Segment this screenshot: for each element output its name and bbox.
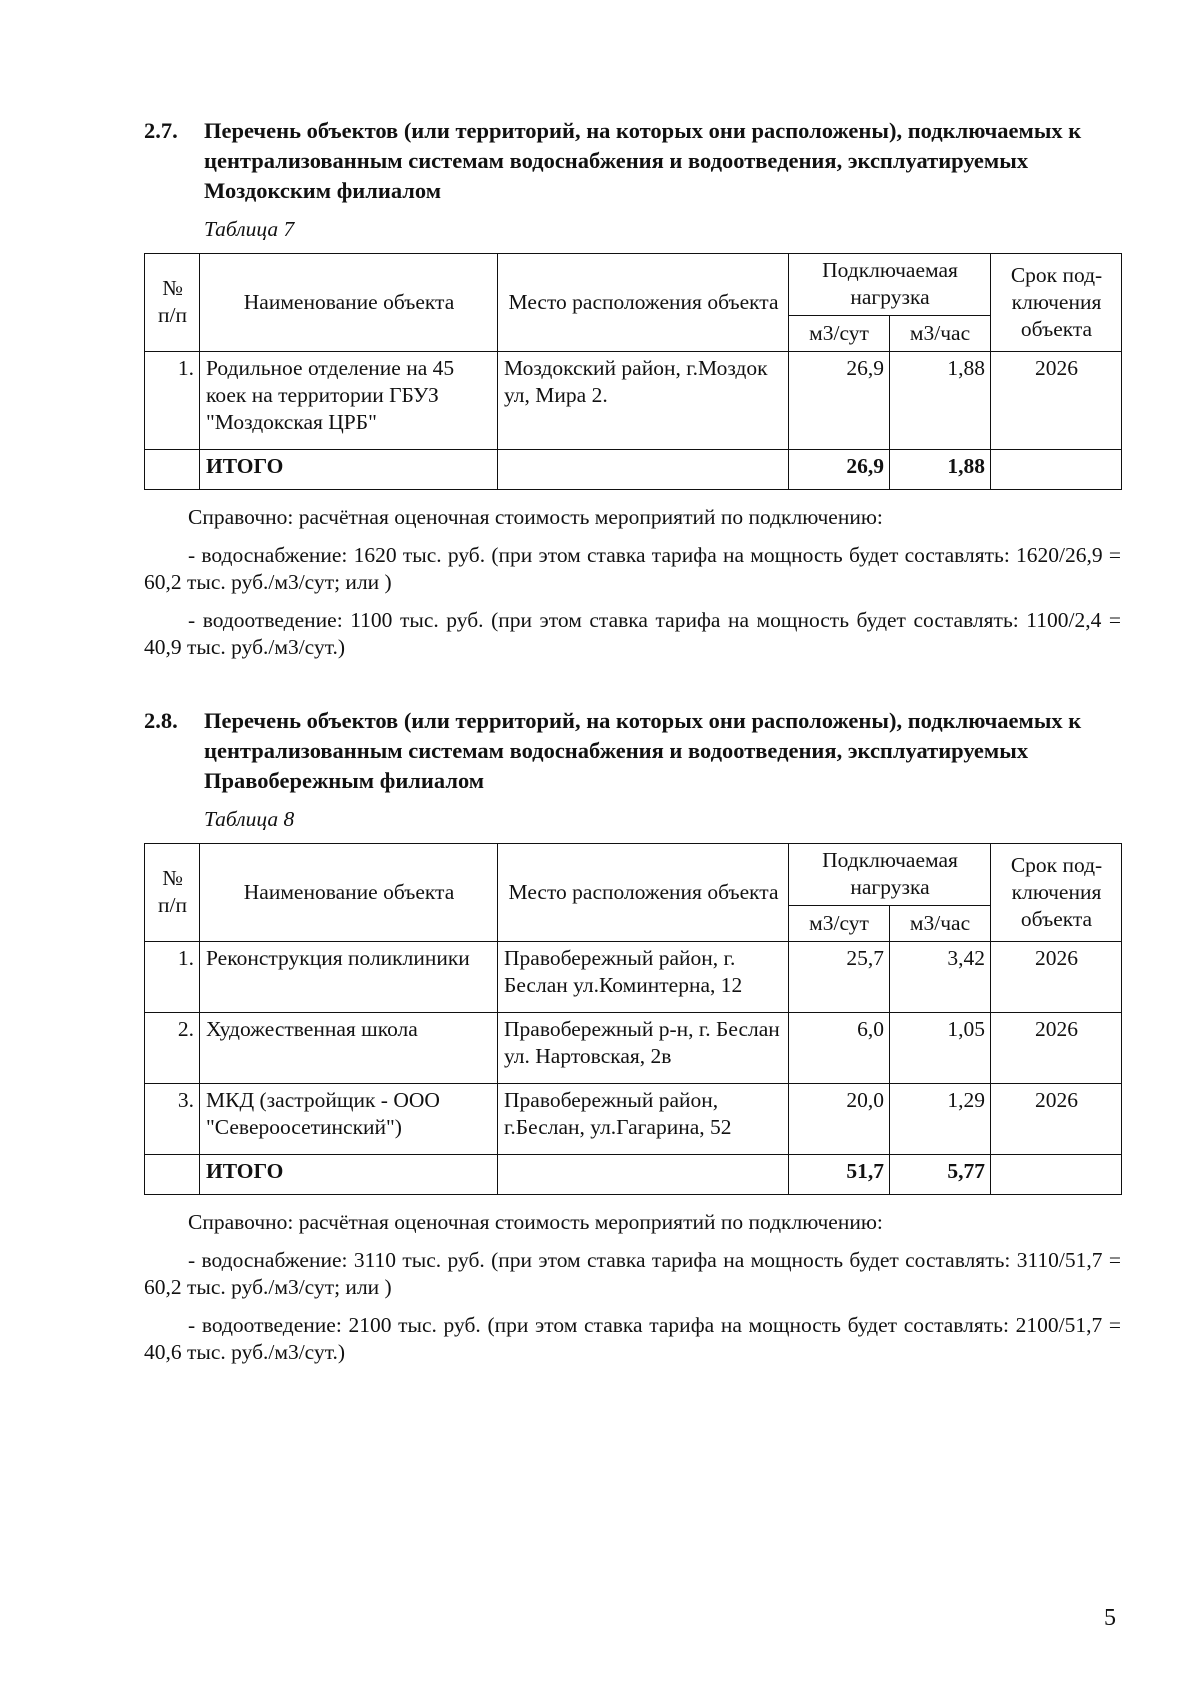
- note-intro: Справочно: расчётная оценочная стоимость мероприятий по подключению:: [188, 1210, 883, 1234]
- section-heading: [144, 706, 1121, 796]
- header-unit-hour: м3/час: [890, 906, 991, 942]
- header-unit-day: м3/сут: [789, 316, 890, 352]
- row-m3-hour: 1,29: [890, 1084, 991, 1155]
- total-m3-hour: 1,88: [890, 450, 991, 490]
- note-water: - водоснабжение: 3110 тыс. руб. (при этом ставка тарифа на мощность будет составлять: 3110/51,7 = 60,2 тыс. руб./м3/сут; или ): [144, 1248, 1121, 1299]
- header-name: Наименование объекта: [200, 844, 498, 942]
- note-sewer: - водоотведение: 2100 тыс. руб. (при этом ставка тарифа на мощность будет составлять: 2100/51,7 = 40,6 тыс. руб./м3/сут.): [144, 1313, 1121, 1364]
- header-unit-day: м3/сут: [789, 906, 890, 942]
- total-m3-day: 51,7: [789, 1155, 890, 1195]
- note-water: - водоснабжение: 1620 тыс. руб. (при этом ставка тарифа на мощность будет составлять: 1620/26,9 = 60,2 тыс. руб./м3/сут; или ): [144, 543, 1121, 594]
- header-num: № п/п: [145, 254, 200, 352]
- row-term: 2026: [991, 1013, 1122, 1084]
- table-caption: Таблица 7: [204, 217, 295, 241]
- row-m3-day: 20,0: [789, 1084, 890, 1155]
- table-row: [145, 352, 1122, 450]
- total-label: ИТОГО: [200, 450, 498, 490]
- header-term: Срок под-ключения объекта: [991, 254, 1122, 352]
- notes: [144, 504, 1121, 661]
- note-intro: Справочно: расчётная оценочная стоимость мероприятий по подключению:: [188, 505, 883, 529]
- row-place: Правобережный район, г.Беслан, ул.Гагарина, 52: [498, 1084, 789, 1155]
- section-2-8: [144, 706, 1121, 1366]
- header-place: Место расположения объекта: [498, 254, 789, 352]
- section-number: 2.8.: [144, 708, 178, 733]
- section-number: 2.7.: [144, 118, 178, 143]
- row-term: 2026: [991, 352, 1122, 450]
- row-m3-day: 6,0: [789, 1013, 890, 1084]
- table-row: [145, 942, 1122, 1013]
- page-number: 5: [1104, 1605, 1116, 1631]
- row-m3-hour: 1,05: [890, 1013, 991, 1084]
- row-m3-hour: 1,88: [890, 352, 991, 450]
- row-m3-day: 25,7: [789, 942, 890, 1013]
- row-num: 2.: [145, 1013, 200, 1084]
- header-load: Подключаемая нагрузка: [789, 254, 991, 316]
- row-num: 1.: [145, 942, 200, 1013]
- header-load: Подключаемая нагрузка: [789, 844, 991, 906]
- table-row: [145, 1013, 1122, 1084]
- row-term: 2026: [991, 1084, 1122, 1155]
- section-title: Перечень объектов (или территорий, на которых они расположены), подключаемых к централизованным системам водоснабжения и водоотведения, эксплуатируемых Моздокским филиалом: [204, 118, 1082, 203]
- table-8: [144, 843, 1122, 1195]
- total-row: [145, 450, 1122, 490]
- total-m3-day: 26,9: [789, 450, 890, 490]
- row-place: Правобережный район, г. Беслан ул.Коминтерна, 12: [498, 942, 789, 1013]
- row-place: Моздокский район, г.Моздок ул, Мира 2.: [498, 352, 789, 450]
- table-caption: Таблица 8: [204, 807, 295, 831]
- header-num: № п/п: [145, 844, 200, 942]
- notes: [144, 1209, 1121, 1366]
- row-name: Реконструкция поликлиники: [200, 942, 498, 1013]
- header-term: Срок под-ключения объекта: [991, 844, 1122, 942]
- total-row: [145, 1155, 1122, 1195]
- section-2-7: [144, 116, 1121, 661]
- section-title: Перечень объектов (или территорий, на которых они расположены), подключаемых к централизованным системам водоснабжения и водоотведения, эксплуатируемых Правобережным филиалом: [204, 708, 1082, 793]
- row-name: МКД (застройщик - ООО "Североосетинский"): [200, 1084, 498, 1155]
- note-sewer: - водоотведение: 1100 тыс. руб. (при этом ставка тарифа на мощность будет составлять: 1100/2,4 = 40,9 тыс. руб./м3/сут.): [144, 608, 1121, 659]
- row-place: Правобережный р-н, г. Беслан ул. Нартовская, 2в: [498, 1013, 789, 1084]
- row-m3-hour: 3,42: [890, 942, 991, 1013]
- total-m3-hour: 5,77: [890, 1155, 991, 1195]
- total-label: ИТОГО: [200, 1155, 498, 1195]
- section-heading: [144, 116, 1121, 206]
- header-name: Наименование объекта: [200, 254, 498, 352]
- row-num: 3.: [145, 1084, 200, 1155]
- table-row: [145, 1084, 1122, 1155]
- row-term: 2026: [991, 942, 1122, 1013]
- table-7: [144, 253, 1122, 490]
- row-name: Родильное отделение на 45 коек на территории ГБУЗ "Моздокская ЦРБ": [200, 352, 498, 450]
- header-place: Место расположения объекта: [498, 844, 789, 942]
- row-name: Художественная школа: [200, 1013, 498, 1084]
- row-num: 1.: [145, 352, 200, 450]
- header-unit-hour: м3/час: [890, 316, 991, 352]
- row-m3-day: 26,9: [789, 352, 890, 450]
